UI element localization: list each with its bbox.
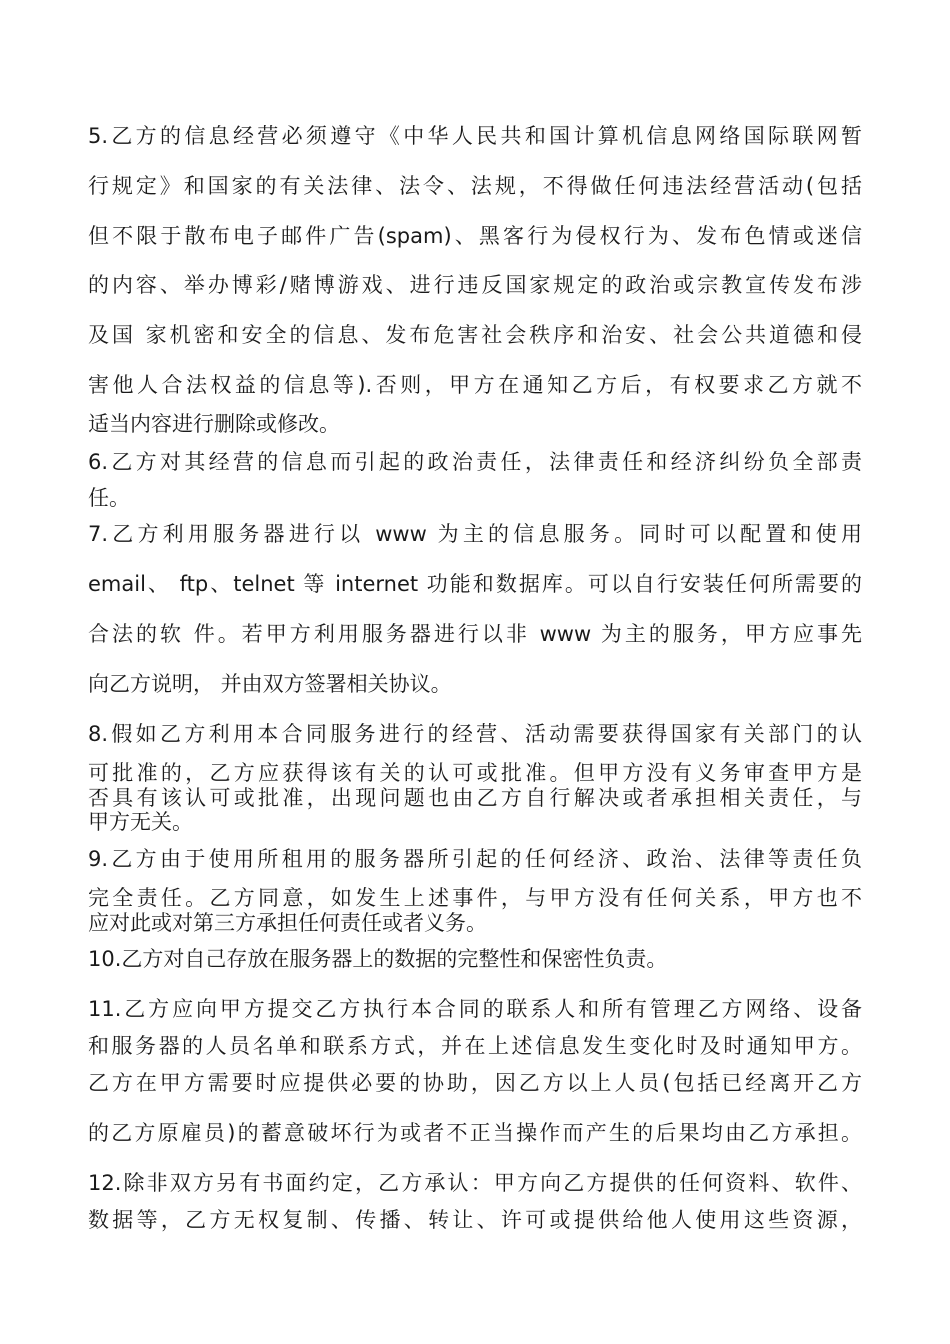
clause-8-line-1: 8.假如乙方利用本合同服务进行的经营、活动需要获得国家有关部门的认	[88, 722, 862, 746]
clause-7-line-2: email、 ftp、telnet 等 internet 功能和数据库。可以自行安装任何所需要的	[88, 572, 862, 596]
clause-5-line-5: 及国 家机密和安全的信息、发布危害社会秩序和治安、社会公共道德和侵	[88, 323, 862, 347]
clause-5-line-2: 行规定》和国家的有关法律、法令、法规，不得做任何违法经营活动(包括	[88, 174, 862, 198]
clause-12-line-1: 12.除非双方另有书面约定，乙方承认：甲方向乙方提供的任何资料、软件、	[88, 1171, 862, 1195]
clause-5-line-1: 5.乙方的信息经营必须遵守《中华人民共和国计算机信息网络国际联网暂	[88, 124, 862, 148]
clause-12-line-2: 数据等，乙方无权复制、传播、转让、许可或提供给他人使用这些资源，	[88, 1208, 862, 1232]
clause-8-line-3: 否具有该认可或批准，出现问题也由乙方自行解决或者承担相关责任，与	[88, 786, 862, 810]
clause-6-line-1: 6.乙方对其经营的信息而引起的政治责任，法律责任和经济纠纷负全部责	[88, 450, 862, 474]
clause-8-line-4: 甲方无关。	[88, 810, 193, 834]
clause-6-line-2: 任。	[88, 486, 130, 510]
clause-9-line-2: 完全责任。乙方同意，如发生上述事件，与甲方没有任何关系，甲方也不	[88, 886, 862, 910]
clause-9-line-1: 9.乙方由于使用所租用的服务器所引起的任何经济、政治、法律等责任负	[88, 847, 862, 871]
clause-11-line-1: 11.乙方应向甲方提交乙方执行本合同的联系人和所有管理乙方网络、设备	[88, 997, 862, 1021]
clause-7-line-1: 7.乙方利用服务器进行以 www 为主的信息服务。同时可以配置和使用	[88, 522, 862, 546]
clause-5-line-6: 害他人合法权益的信息等).否则，甲方在通知乙方后，有权要求乙方就不	[88, 373, 862, 397]
clause-9-line-3: 应对此或对第三方承担任何责任或者义务。	[88, 911, 487, 935]
clause-11-line-4: 的乙方原雇员)的蓄意破坏行为或者不正当操作而产生的后果均由乙方承担。	[88, 1121, 862, 1145]
clause-7-line-4: 向乙方说明， 并由双方签署相关协议。	[88, 672, 452, 696]
clause-5-line-7: 适当内容进行删除或修改。	[88, 412, 340, 436]
clause-5-line-3: 但不限于散布电子邮件广告(spam)、黑客行为侵权行为、发布色情或迷信	[88, 224, 862, 248]
clause-11-line-3: 乙方在甲方需要时应提供必要的协助，因乙方以上人员(包括已经离开乙方	[88, 1071, 862, 1095]
clause-5-line-4: 的内容、举办博彩/赌博游戏、进行违反国家规定的政治或宗教宣传发布涉	[88, 273, 862, 297]
clause-7-line-3: 合法的软 件。若甲方利用服务器进行以非 www 为主的服务，甲方应事先	[88, 622, 862, 646]
clause-8-line-2: 可批准的，乙方应获得该有关的认可或批准。但甲方没有义务审查甲方是	[88, 761, 862, 785]
clause-11-line-2: 和服务器的人员名单和联系方式，并在上述信息发生变化时及时通知甲方。	[88, 1034, 862, 1058]
clause-10-line-1: 10.乙方对自己存放在服务器上的数据的完整性和保密性负责。	[88, 947, 668, 971]
